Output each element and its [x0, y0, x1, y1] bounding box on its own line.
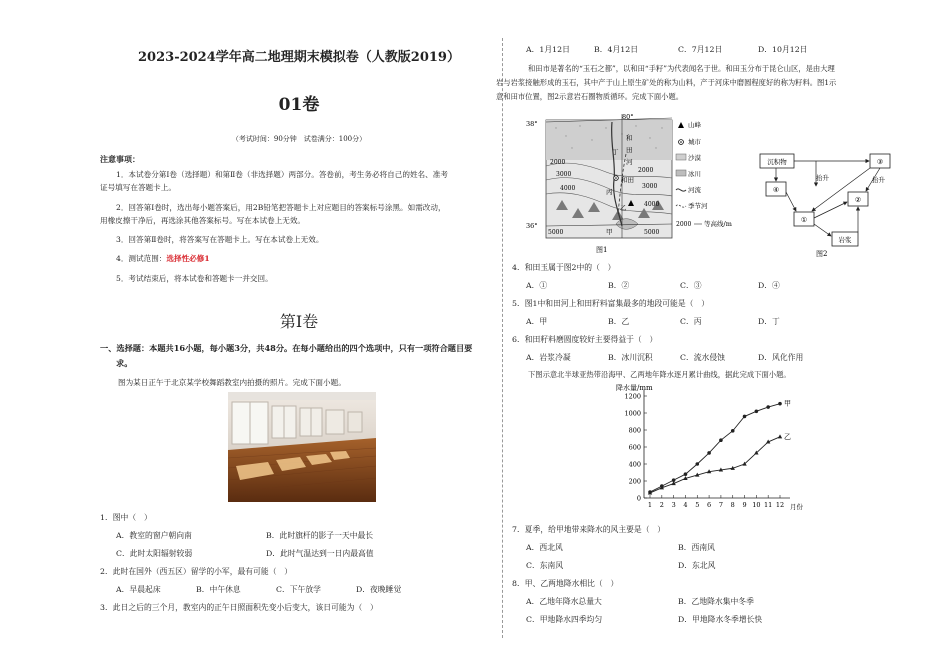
x-tick-label: 6: [707, 501, 712, 509]
x-tick-label: 1: [647, 501, 653, 509]
q6-option-a: A．岩浆冷凝: [526, 353, 571, 362]
exam-info: （考试时间：90分钟 试卷满分：100分）: [231, 135, 367, 143]
q3-option-c: C．7月12日: [678, 45, 723, 54]
data-point: [719, 438, 723, 442]
map-legend: [676, 120, 732, 228]
map-lon-label: 80°: [622, 114, 634, 121]
map-place: 和: [626, 134, 633, 142]
question-intro: 图为某日正午于北京某学校舞蹈教室内拍摄的照片。完成下面小题。: [118, 378, 346, 387]
q7-option-a: A．西北风: [526, 543, 563, 552]
rainfall-chart-svg: [608, 382, 818, 516]
svg-text:河流: 河流: [688, 186, 701, 194]
svg-text:③: ③: [876, 158, 884, 166]
section-heading: 一、选择题：本题共16小题，每小题3分，共48分。在每小题给出的四个选项中，只有一项符合题目要 求。: [100, 343, 473, 369]
svg-text:岩浆: 岩浆: [838, 236, 852, 244]
rock-cycle-diagram: [756, 148, 906, 258]
y-tick-label: 800: [628, 426, 641, 435]
data-point: [755, 410, 759, 414]
data-point: [731, 429, 735, 433]
q6-option-b: B．冰川沉积: [608, 353, 653, 362]
data-point: [766, 405, 770, 409]
note-item: 2．回答第Ⅰ卷时，选出每小题答案后，用2B铅笔把答题卡上对应题目的答案标号涂黑。如需改动， 用橡皮擦干净后，再选涂其他答案标号。写在本试卷上无效。: [100, 202, 446, 225]
q8-option-a: A．乙地年降水总量大: [526, 597, 602, 606]
column-divider: [502, 38, 503, 638]
q1-option-d: D．此时气温达到一日内最高值: [266, 549, 374, 558]
map-place-jia: 甲: [606, 228, 613, 236]
data-point: [707, 451, 711, 455]
map-contour-label: 3000: [556, 171, 572, 178]
q2-option-a: A．早晨起床: [116, 585, 161, 594]
map-contour-label: 5000: [644, 229, 660, 236]
notes-list: [100, 168, 496, 291]
desert-icon: [676, 154, 686, 160]
hotan-map: [526, 114, 758, 256]
data-point: [778, 434, 782, 438]
q5-option-d: D．丁: [758, 317, 780, 326]
x-tick-label: 10: [752, 501, 761, 509]
svg-text:季节河: 季节河: [688, 202, 708, 210]
x-tick-label: 2: [659, 501, 664, 509]
map-contour-label: 5000: [548, 229, 564, 236]
note-item: 3．回答第Ⅱ卷时，将答案写在答题卡上。写在本试卷上无效。: [116, 235, 324, 245]
q3-option-a: A．1月12日: [526, 45, 570, 54]
svg-text:沙漠: 沙漠: [688, 154, 701, 162]
data-point: [695, 462, 699, 466]
rainfall-passage: 下图示意北半球亚热带沿海甲、乙两地年降水逐月累计曲线，据此完成下面小题。: [528, 370, 791, 379]
q1-option-c: C．此时太阳辐射较弱: [116, 549, 193, 558]
map-place: 河: [626, 158, 633, 166]
x-tick-label: 11: [764, 501, 773, 509]
q7-option-c: C．东南风: [526, 561, 564, 570]
q1-option-a: A．教室的窗户朝向南: [116, 531, 192, 540]
x-tick-label: 4: [683, 501, 688, 509]
q5-option-a: A．甲: [526, 317, 548, 326]
q5-option-b: B．乙: [608, 317, 630, 326]
volume-number: 01卷: [278, 95, 320, 115]
q4-option-d: D．④: [758, 281, 780, 290]
map-contour-label: 4000: [644, 201, 660, 208]
notes-heading: 注意事项：: [100, 154, 140, 164]
y-tick-label: 600: [628, 443, 641, 452]
river-icon: [676, 189, 686, 191]
svg-text:①: ①: [800, 216, 808, 224]
question-3: 3．此日之后的三个月，教室内的正午日照面积先变小后变大，该日可能为（ ）: [100, 603, 378, 612]
map-place-bing: 丙: [606, 188, 613, 196]
x-tick-label: 8: [730, 501, 735, 509]
q7-option-b: B．西南风: [678, 543, 715, 552]
series-label: 甲: [784, 399, 791, 408]
figure-2-rock-cycle: [756, 148, 906, 258]
svg-text:④: ④: [772, 186, 780, 194]
svg-text:②: ②: [854, 196, 862, 204]
svg-text:山峰: 山峰: [688, 121, 701, 129]
map-place-yi: 乙: [620, 204, 627, 212]
data-point: [743, 415, 747, 419]
peak-icon: [678, 122, 684, 128]
q8-option-d: D．甲地降水冬季增长快: [678, 615, 763, 624]
q7-option-d: D．东北风: [678, 561, 716, 570]
q2-option-b: B．中午休息: [196, 585, 241, 594]
q5-option-c: C．丙: [680, 317, 702, 326]
y-tick-label: 1000: [624, 409, 641, 418]
seasonal-river-icon: [676, 205, 686, 207]
x-tick-label: 7: [718, 501, 723, 509]
series-line-1: [650, 437, 780, 493]
question-5: 5．图1中和田河上和田籽料富集最多的地段可能是（ ）: [512, 299, 710, 308]
map-contour-label: 2000: [550, 159, 566, 166]
q6-option-c: C．流水侵蚀: [680, 353, 725, 362]
y-tick-label: 0: [636, 494, 641, 503]
classroom-photo: [228, 392, 376, 502]
note-item: 5．考试结束后，将本试卷和答题卡一并交回。: [116, 273, 273, 283]
figure-1-map: [526, 114, 758, 256]
question-2: 2．此时在国外（西五区）留学的小军，最有可能（ ）: [100, 567, 293, 576]
svg-text:沉积物: 沉积物: [767, 158, 787, 166]
data-point: [684, 472, 688, 476]
x-tick-label: 5: [695, 501, 700, 509]
series-label: 乙: [784, 432, 791, 441]
uplift-label: 抬升: [872, 176, 885, 184]
classroom-photo-image: [228, 392, 376, 502]
q4-option-a: A．①: [526, 281, 548, 290]
note-item: 4．测试范围：选择性必修1: [116, 254, 210, 264]
map-lat-bottom-label: 36°: [526, 222, 538, 230]
series-line-0: [650, 404, 780, 492]
map-contour-label: 2000: [638, 167, 654, 174]
question-7: 7．夏季，给甲地带来降水的风主要是（ ）: [512, 525, 666, 534]
svg-text:冰川: 冰川: [688, 170, 701, 178]
svg-text:等高线/m: 等高线/m: [704, 220, 732, 228]
q6-option-d: D．风化作用: [758, 353, 804, 362]
figure-2-caption: 图2: [816, 250, 828, 258]
map-contour-label: 3000: [642, 183, 658, 190]
x-tick-label: 12: [775, 501, 785, 509]
x-tick-label: 9: [742, 501, 747, 509]
q4-option-c: C．③: [680, 281, 702, 290]
map-contour-label: 4000: [560, 185, 576, 192]
svg-text:2000: 2000: [676, 221, 692, 228]
chart-xlabel: 月份: [790, 503, 803, 511]
uplift-label: 抬升: [816, 174, 829, 182]
figure-1-caption: 图1: [596, 246, 608, 254]
q4-option-b: B．②: [608, 281, 630, 290]
q2-option-d: D．夜晚睡觉: [356, 585, 402, 594]
map-lat-top-label: 38°: [526, 120, 538, 128]
svg-text:城市: 城市: [688, 138, 701, 146]
test-range: 选择性必修1: [166, 254, 210, 264]
question-1: 1．图中（ ）: [100, 513, 152, 522]
question-4: 4．和田玉属于图2中的（ ）: [512, 263, 616, 272]
map-place-ding: 丁: [612, 148, 619, 156]
note-item: 1．本试卷分第Ⅰ卷（选择题）和第Ⅱ卷（非选择题）两部分。答卷前，考生务必将自己的姓名、准考 证号填写在答题卡上。: [100, 170, 448, 193]
q2-option-c: C．下午放学: [276, 585, 321, 594]
q8-option-c: C．甲地降水四季均匀: [526, 615, 603, 624]
y-tick-label: 200: [628, 477, 641, 486]
q3-option-d: D．10月12日: [758, 45, 808, 54]
y-tick-label: 400: [628, 460, 641, 469]
rainfall-chart: [608, 382, 818, 516]
glacier-icon: [676, 170, 686, 176]
q3-option-b: B．4月12日: [594, 45, 639, 54]
part-title: 第Ⅰ卷: [279, 312, 319, 331]
x-tick-label: 3: [671, 501, 676, 509]
question-6: 6．和田籽料磨圆度较好主要得益于（ ）: [512, 335, 658, 344]
chart-ylabel: 降水量/mm: [616, 384, 653, 392]
q8-option-b: B．乙地降水集中冬季: [678, 597, 754, 606]
q1-option-b: B．此时旗杆的影子一天中最长: [266, 531, 374, 540]
map-city-label: 和田: [621, 176, 634, 184]
hotan-passage: 和田市是著名的“玉石之都”，以和田“手籽”为代表闻名于世。和田玉分布于昆仑山区，是由大理 岩与岩浆接触形成的玉石，其中产于山上原生矿处的称为山料，产于河床中磨圆程度好的称为籽料。图1示 意和田市位置，图2示意岩石圈物质循环。完成下面小题。: [496, 64, 837, 101]
y-tick-label: 1200: [624, 392, 641, 401]
question-8: 8．甲、乙两地降水相比（ ）: [512, 579, 619, 588]
map-place: 田: [626, 146, 633, 154]
data-point: [778, 402, 782, 406]
paper-title: 2023-2024学年高二地理期末模拟卷（人教版2019）: [138, 50, 460, 65]
